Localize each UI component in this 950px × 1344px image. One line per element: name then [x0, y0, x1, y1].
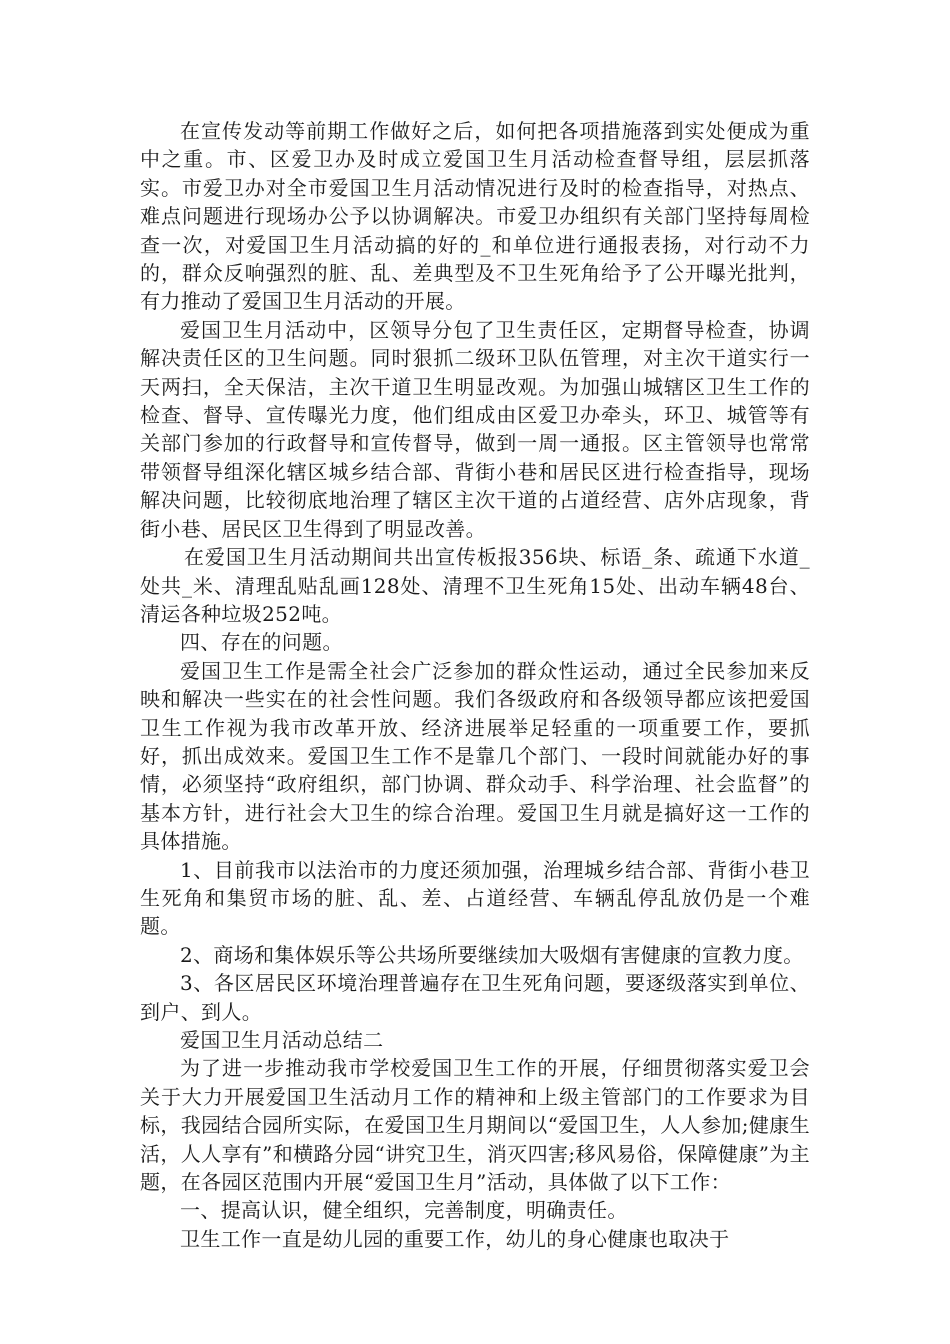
section-title-summary-two: 爱国卫生月活动总结二	[180, 1028, 384, 1052]
paragraph-statistics: 在爱国卫生月活动期间共出宣传板报356块、标语_条、疏通下水道_处共_米、清理乱贴乱画128处、清理不卫生死角15处、出动车辆48台、清运各种垃圾252吨。	[140, 545, 810, 626]
paragraph-inspection: 在宣传发动等前期工作做好之后，如何把各项措施落到实处便成为重中之重。市、区爱卫办及时成立爱国卫生月活动检查督导组，层层抓落实。市爱卫办对全市爱国卫生月活动情况进行及时的检查指导，对热点、难点问题进行现场办公予以协调解决。市爱卫办组织有关部门坚持每周检查一次，对爱国卫生月活动搞的好的_和单位进行通报表扬，对行动不力的，群众反响强烈的脏、乱、差典型及不卫生死角给予了公开曝光批判，有力推动了爱国卫生月活动的开展。	[140, 119, 810, 314]
paragraph-mass-movement: 爱国卫生工作是需全社会广泛参加的群众性运动，通过全民参加来反映和解决一些实在的社会性问题。我们各级政府和各级领导都应该把爱国卫生工作视为我市改革开放、经济进展举足轻重的一项重要工作，要抓好，抓出成效来。爱国卫生工作不是靠几个部门、一段时间就能办好的事情，必须坚持“政府组织，部门协调、群众动手、科学治理、社会监督”的基本方针，进行社会大卫生的综合治理。爱国卫生月就是搞好这一工作的具体措施。	[140, 658, 810, 854]
paragraph-school-campaign: 为了进一步推动我市学校爱国卫生工作的开展，仔细贯彻落实爱卫会关于大力开展爱国卫生活动月工作的精神和上级主管部门的工作要求为目标，我园结合园所实际，在爱国卫生月期间以“爱国卫生，人人参加;健康生活，人人享有”和横路分园“讲究卫生，消灭四害;移风易俗，保障健康”为主题，在各园区范围内开展“爱国卫生月”活动，具体做了以下工作：	[140, 1056, 810, 1195]
list-item-problem-3: 3、各区居民区环境治理普遍存在卫生死角问题，要逐级落实到单位、到户、到人。	[140, 971, 810, 1024]
list-item-problem-2: 2、商场和集体娱乐等公共场所要继续加大吸烟有害健康的宣教力度。	[180, 942, 804, 967]
list-item-problem-1: 1、目前我市以法治市的力度还须加强，治理城乡结合部、背街小巷卫生死角和集贸市场的脏、乱、差、占道经营、车辆乱停乱放仍是一个难题。	[140, 857, 810, 939]
paragraph-district-leaders: 爱国卫生月活动中，区领导分包了卫生责任区，定期督导检查，协调解决责任区的卫生问题。同时狠抓二级环卫队伍管理，对主次干道实行一天两扫，全天保洁，主次干道卫生明显改观。为加强山城辖区卫生工作的检查、督导、宣传曝光力度，他们组成由区爱卫办牵头，环卫、城管等有关部门参加的行政督导和宣传督导，做到一周一通报。区主管领导也常常带领督导组深化辖区城乡结合部、背街小巷和居民区进行检查指导，现场解决问题，比较彻底地治理了辖区主次干道的占道经营、店外店现象，背街小巷、居民区卫生得到了明显改善。	[140, 317, 810, 541]
section-heading-awareness: 一、提高认识，健全组织，完善制度，明确责任。	[180, 1198, 628, 1223]
section-heading-problems: 四、存在的问题。	[180, 630, 343, 655]
document-body	[140, 117, 810, 1253]
paragraph-kindergarten: 卫生工作一直是幼儿园的重要工作，幼儿的身心健康也取决于	[180, 1226, 730, 1251]
